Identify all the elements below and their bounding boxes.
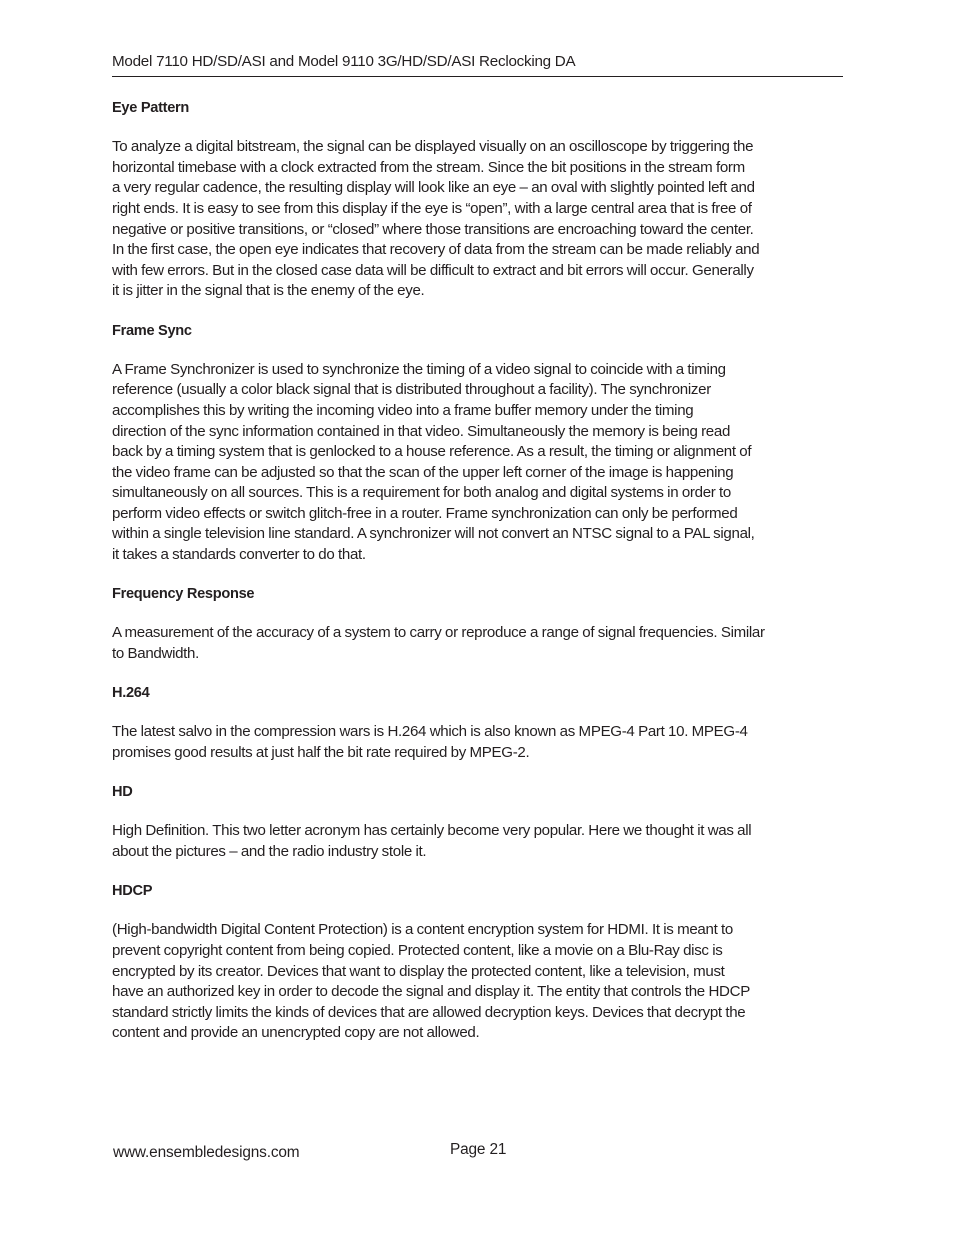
glossary-content xyxy=(112,98,852,1063)
glossary-entry-eye-pattern xyxy=(112,98,852,302)
text-line: to Bandwidth. xyxy=(112,645,200,663)
section-body xyxy=(112,137,852,302)
text-line: direction of the sync information contained in that video. Simultaneously the memory is being read xyxy=(112,422,731,440)
section-heading: HDCP xyxy=(112,883,153,900)
text-line: The latest salvo in the compression wars is H.264 which is also known as MPEG-4 Part 10. MPEG-4 xyxy=(112,723,748,741)
text-line: it takes a standards converter to do that. xyxy=(112,546,366,564)
section-body xyxy=(112,821,852,862)
text-line: a very regular cadence, the resulting display will look like an eye – an oval with slightly pointed left and xyxy=(112,179,755,197)
document-title: Model 7110 HD/SD/ASI and Model 9110 3G/HD/SD/ASI Reclocking DA xyxy=(112,53,576,70)
text-line: content and provide an unencrypted copy are not allowed. xyxy=(112,1024,480,1042)
glossary-entry-h264 xyxy=(112,683,852,763)
text-line: A Frame Synchronizer is used to synchronize the timing of a video signal to coincide with a timing xyxy=(112,360,726,378)
text-line: prevent copyright content from being copied. Protected content, like a movie on a Blu-Ray disc is xyxy=(112,941,723,959)
text-line: High Definition. This two letter acronym has certainly become very popular. Here we thought it was all xyxy=(112,822,752,840)
text-line: encrypted by its creator. Devices that want to display the protected content, like a television, must xyxy=(112,962,725,980)
section-body xyxy=(112,360,852,566)
page-number: Page 21 xyxy=(450,1141,507,1158)
running-header xyxy=(112,51,843,77)
section-heading: HD xyxy=(112,784,133,801)
section-body xyxy=(112,920,852,1044)
glossary-entry-frequency-response xyxy=(112,584,852,664)
text-line: perform video effects or switch glitch-free in a router. Frame synchronization can only be performed xyxy=(112,504,738,522)
text-line: with few errors. But in the closed case data will be difficult to extract and bit errors will occur. Generally xyxy=(112,261,754,279)
text-line: the video frame can be adjusted so that the scan of the upper left corner of the image is happening xyxy=(112,463,734,481)
text-line: (High-bandwidth Digital Content Protection) is a content encryption system for HDMI. It is meant to xyxy=(112,921,733,939)
glossary-entry-frame-sync xyxy=(112,321,852,566)
text-line: within a single television line standard. A synchronizer will not convert an NTSC signal to a PAL signal, xyxy=(112,525,755,543)
text-line: standard strictly limits the kinds of devices that are allowed decryption keys. Devices that decrypt the xyxy=(112,1003,746,1021)
text-line: accomplishes this by writing the incoming video into a frame buffer memory under the timing xyxy=(112,401,694,419)
section-body xyxy=(112,623,852,664)
text-line: A measurement of the accuracy of a system to carry or reproduce a range of signal frequencies. Similar xyxy=(112,624,765,642)
text-line: promises good results at just half the bit rate required by MPEG-2. xyxy=(112,744,530,761)
section-body xyxy=(112,722,852,763)
text-line: about the pictures – and the radio industry stole it. xyxy=(112,842,427,860)
text-line: it is jitter in the signal that is the enemy of the eye. xyxy=(112,282,425,300)
text-line: reference (usually a color black signal that is distributed throughout a facility). The synchronizer xyxy=(112,381,711,399)
section-heading: Eye Pattern xyxy=(112,100,190,116)
section-heading: H.264 xyxy=(112,685,150,702)
footer-website-url: www.ensembledesigns.com xyxy=(113,1144,300,1161)
text-line: negative or positive transitions, or “closed” where those transitions are encroaching toward the center. xyxy=(112,220,754,238)
section-heading: Frame Sync xyxy=(112,322,192,339)
glossary-entry-hdcp xyxy=(112,881,852,1044)
glossary-entry-hd xyxy=(112,782,852,862)
text-line: simultaneously on all sources. This is a requirement for both analog and digital systems in order to xyxy=(112,484,731,502)
section-heading: Frequency Response xyxy=(112,586,255,603)
text-line: right ends. It is easy to see from this display if the eye is “open”, with a large central area that is free of xyxy=(112,199,752,217)
text-line: In the first case, the open eye indicates that recovery of data from the stream can be made reliably and xyxy=(112,241,760,259)
text-line: horizontal timebase with a clock extracted from the stream. Since the bit positions in the stream form xyxy=(112,158,745,176)
text-line: have an authorized key in order to decode the signal and display it. The entity that controls the HDCP xyxy=(112,983,750,1001)
text-line: To analyze a digital bitstream, the signal can be displayed visually on an oscilloscope by triggering the xyxy=(112,138,754,156)
text-line: back by a timing system that is genlocked to a house reference. As a result, the timing or alignment of xyxy=(112,443,752,461)
